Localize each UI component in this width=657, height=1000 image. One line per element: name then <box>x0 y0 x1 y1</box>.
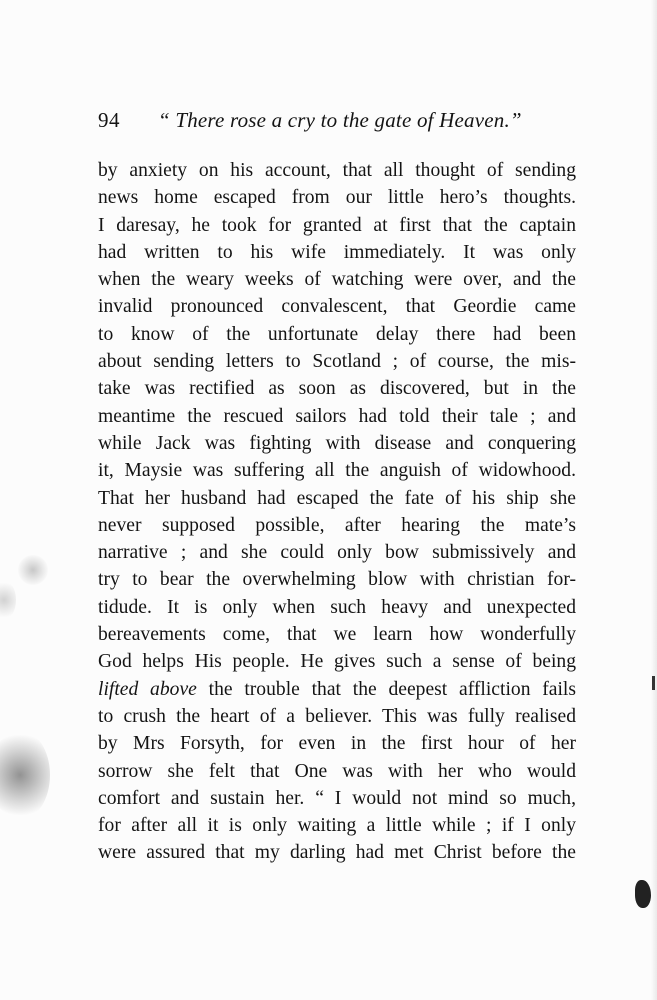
scan-smudge <box>0 730 50 820</box>
body-text <box>98 157 576 867</box>
text-line: try to bear the overwhelming blow with christian for- <box>98 569 576 591</box>
text-line-rest: the trouble that the deepest affliction fails <box>196 678 576 700</box>
page-edge-shadow <box>651 0 657 1000</box>
text-line: for after all it is only waiting a little while ; if I only <box>98 815 576 837</box>
text-line: by anxiety on his account, that all thought of sending <box>98 160 576 181</box>
text-line: God helps His people. He gives such a sense of being <box>98 651 576 673</box>
scan-smudge <box>0 580 16 620</box>
text-line: about sending letters to Scotland ; of course, the mis- <box>98 351 576 373</box>
text-line: news home escaped from our little hero’s thoughts. <box>98 187 576 209</box>
text-line: That her husband had escaped the fate of his ship she <box>98 487 576 509</box>
text-line: comfort and sustain her. “ I would not mind so much, <box>98 787 576 809</box>
text-line: meantime the rescued sailors had told their tale ; and <box>98 405 576 427</box>
italic-phrase: lifted above <box>98 678 197 700</box>
text-line: when the weary weeks of watching were over, and the <box>98 269 576 291</box>
text-line: it, Maysie was suffering all the anguish of widowhood. <box>98 460 576 482</box>
running-title: “ There rose a cry to the gate of Heaven.” <box>158 108 522 132</box>
text-line: to crush the heart of a believer. This was fully realised <box>98 705 576 727</box>
edge-blot <box>635 880 651 908</box>
scan-smudge <box>18 555 48 585</box>
text-line: take was rectified as soon as discovered, but in the <box>98 378 576 400</box>
text-line-mixed <box>98 676 576 703</box>
page-header <box>98 108 576 138</box>
text-line: tidude. It is only when such heavy and unexpected <box>98 596 576 618</box>
edge-mark <box>652 676 655 690</box>
text-line: sorrow she felt that One was with her who would <box>98 760 576 782</box>
text-line: invalid pronounced convalescent, that Geordie came <box>98 296 576 318</box>
text-line: were assured that my darling had met Christ before the <box>98 842 576 864</box>
text-line: by Mrs Forsyth, for even in the first hour of her <box>98 733 576 755</box>
text-line: never supposed possible, after hearing the mate’s <box>98 514 576 536</box>
text-line: to know of the unfortunate delay there had been <box>98 323 576 345</box>
text-line: while Jack was fighting with disease and conquering <box>98 432 576 454</box>
text-line: had written to his wife immediately. It was only <box>98 241 576 263</box>
page-number: 94 <box>98 108 120 132</box>
text-line: narrative ; and she could only bow submissively and <box>98 542 576 564</box>
text-line: bereavements come, that we learn how wonderfully <box>98 624 576 646</box>
text-line: I daresay, he took for granted at first that the captain <box>98 214 576 236</box>
